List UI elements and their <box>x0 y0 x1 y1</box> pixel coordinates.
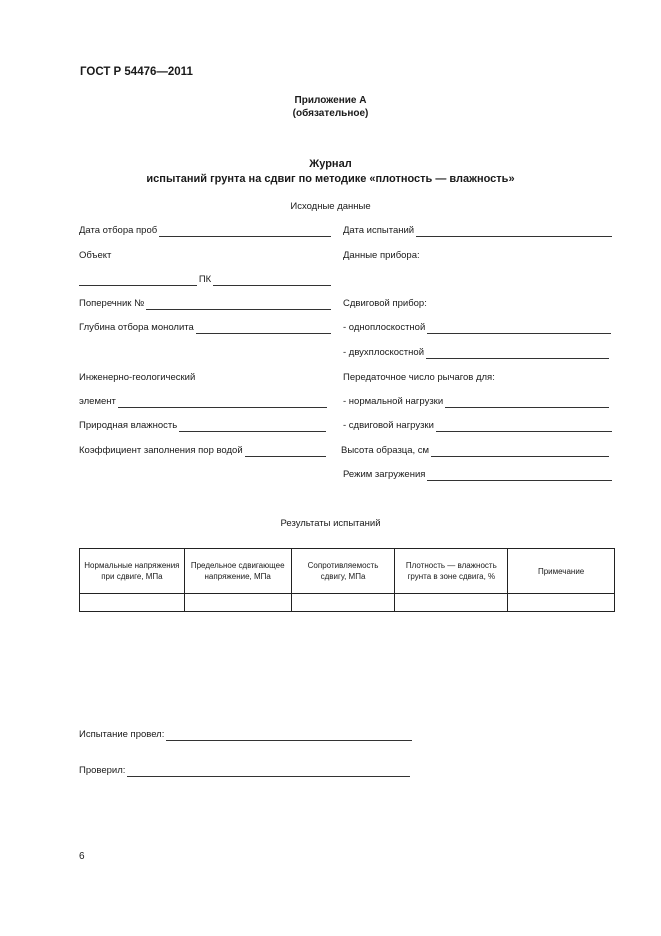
loading-mode-line[interactable] <box>427 470 612 481</box>
loading-mode-field[interactable] <box>343 469 612 481</box>
eng-geo-element-line[interactable] <box>118 397 327 408</box>
monolith-depth-field[interactable] <box>79 322 331 334</box>
test-date-field[interactable] <box>343 225 612 237</box>
eng-geo-element-field[interactable] <box>79 396 327 408</box>
pk-label: ПК <box>198 274 212 285</box>
double-plane-field[interactable] <box>343 347 609 359</box>
table-row <box>80 594 615 612</box>
section-results: Результаты испытаний <box>280 518 381 529</box>
header-normal-stress: Нормальные напряжения при сдвиге, МПа <box>80 549 185 594</box>
lever-ratio-label: Передаточное число рычагов для: <box>343 372 495 383</box>
header-shear-resistance: Сопротивляемость сдвигу, МПа <box>291 549 395 594</box>
normal-load-field[interactable] <box>343 396 609 408</box>
table-cell[interactable] <box>291 594 395 612</box>
lever-ratio-row <box>343 372 612 384</box>
normal-load-line[interactable] <box>445 397 609 408</box>
shear-device-row <box>343 298 612 310</box>
object-field <box>79 250 331 262</box>
results-table <box>79 548 615 612</box>
checked-by-field[interactable] <box>79 765 410 777</box>
pk-line[interactable] <box>213 275 331 286</box>
device-data-label: Данные прибора: <box>343 250 420 261</box>
tested-by-line[interactable] <box>166 730 412 741</box>
journal-title: Журнал <box>309 158 352 170</box>
eng-geo-label: Инженерно-геологический <box>79 372 196 383</box>
table-cell[interactable] <box>80 594 185 612</box>
single-plane-field[interactable] <box>343 322 611 334</box>
device-data-row <box>343 250 612 262</box>
tested-by-field[interactable] <box>79 729 412 741</box>
loading-mode-label: Режим загружения <box>343 469 426 480</box>
header-density-moisture: Плотность — влажность грунта в зоне сдвига, % <box>395 549 508 594</box>
cross-section-field[interactable] <box>79 298 331 310</box>
double-plane-line[interactable] <box>426 348 609 359</box>
document-standard-number: ГОСТ Р 54476—2011 <box>80 66 193 78</box>
appendix-subtitle: (обязательное) <box>292 108 369 119</box>
natural-moisture-label: Природная влажность <box>79 420 178 431</box>
tested-by-label: Испытание провел: <box>79 729 165 740</box>
sample-height-line[interactable] <box>431 446 609 457</box>
checked-by-label: Проверил: <box>79 765 126 776</box>
cross-section-label: Поперечник № <box>79 298 145 309</box>
double-plane-label: - двухплоскостной <box>343 347 424 358</box>
table-cell[interactable] <box>395 594 508 612</box>
normal-load-label: - нормальной нагрузки <box>343 396 444 407</box>
header-limit-shear-stress: Предельное сдвигающее напряжение, МПа <box>184 549 291 594</box>
sampling-date-line[interactable] <box>159 226 331 237</box>
section-initial-data: Исходные данные <box>290 201 371 212</box>
void-fill-coef-line[interactable] <box>245 446 326 457</box>
void-fill-coef-label: Коэффициент заполнения пор водой <box>79 445 243 456</box>
page-number: 6 <box>79 851 85 862</box>
test-date-label: Дата испытаний <box>343 225 415 236</box>
natural-moisture-line[interactable] <box>179 421 326 432</box>
sampling-date-field[interactable] <box>79 225 331 237</box>
monolith-depth-line[interactable] <box>196 323 331 334</box>
monolith-depth-label: Глубина отбора монолита <box>79 322 194 333</box>
sample-height-label: Высота образца, см <box>341 445 430 456</box>
shear-load-field[interactable] <box>343 420 612 432</box>
shear-load-line[interactable] <box>436 421 612 432</box>
cross-section-line[interactable] <box>146 299 331 310</box>
sampling-date-label: Дата отбора проб <box>79 225 158 236</box>
journal-subtitle: испытаний грунта на сдвиг по методике «плотность — влажность» <box>146 173 515 185</box>
table-cell[interactable] <box>184 594 291 612</box>
shear-load-label: - сдвиговой нагрузки <box>343 420 434 431</box>
table-header-row <box>80 549 615 594</box>
checked-by-line[interactable] <box>127 766 410 777</box>
eng-geo-label-row <box>79 372 331 384</box>
eng-geo-element-label: элемент <box>79 396 116 407</box>
single-plane-line[interactable] <box>427 323 611 334</box>
test-date-line[interactable] <box>416 226 612 237</box>
object-line[interactable] <box>79 275 197 286</box>
single-plane-label: - одноплоскостной <box>343 322 426 333</box>
appendix-title: Приложение А <box>294 95 367 106</box>
header-note: Примечание <box>508 549 615 594</box>
void-fill-coef-field[interactable] <box>79 445 326 457</box>
shear-device-label: Сдвиговой прибор: <box>343 298 427 309</box>
natural-moisture-field[interactable] <box>79 420 326 432</box>
pk-field[interactable] <box>79 274 331 286</box>
table-cell[interactable] <box>508 594 615 612</box>
object-label: Объект <box>79 250 112 261</box>
sample-height-field[interactable] <box>341 445 609 457</box>
